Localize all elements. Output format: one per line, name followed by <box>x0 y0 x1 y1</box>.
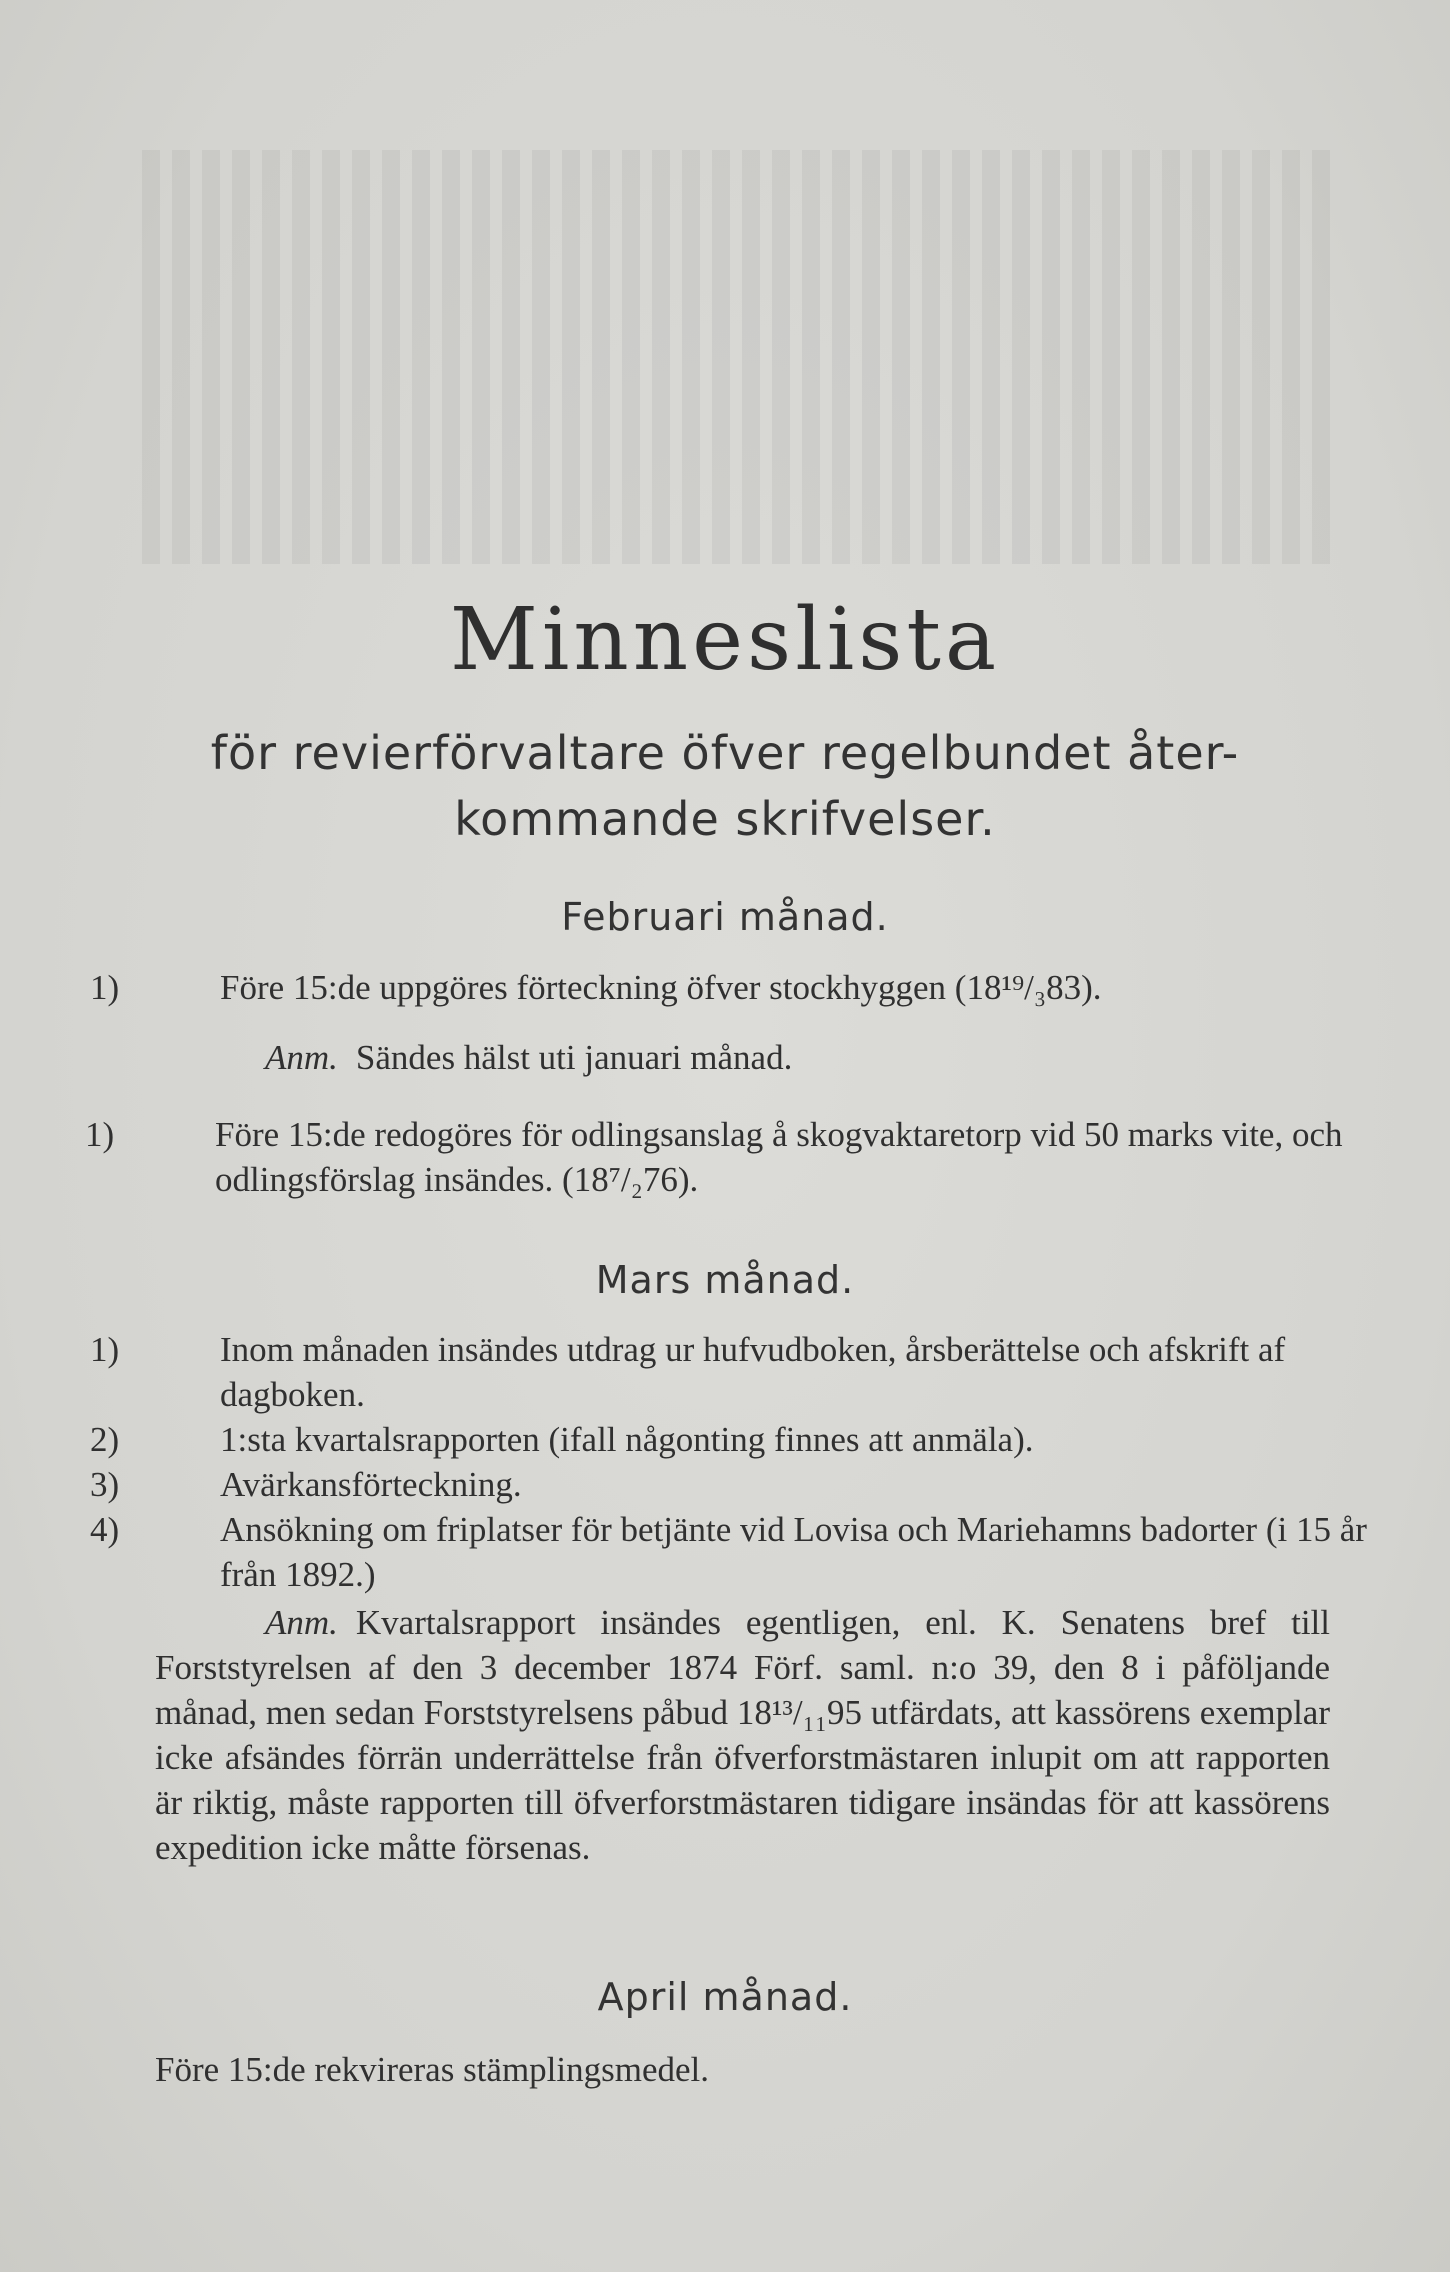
section-heading-april: April månad. <box>597 1975 853 2019</box>
section-heading-februari: Februari månad. <box>561 895 889 939</box>
item-text: Före 15:de uppgöres förteckning öfver stockhyggen (18¹⁹/₃83). <box>220 968 1102 1007</box>
item-number: 1) <box>85 1115 115 1154</box>
anm-label: Anm. <box>265 1038 338 1077</box>
mars-item-3 <box>90 1462 1395 1507</box>
item-number: 1) <box>90 968 120 1007</box>
mars-item-1 <box>90 1327 1395 1417</box>
item-text: 1:sta kvartalsrapporten (ifall någonting finnes att anmäla). <box>220 1420 1034 1459</box>
subtitle-line-2: kommande skrifvelser. <box>454 792 996 846</box>
mars-item-4 <box>90 1507 1395 1597</box>
mars-anm <box>155 1600 1330 1870</box>
item-number: 2) <box>90 1420 120 1459</box>
item-number: 3) <box>90 1465 120 1504</box>
item-number: 1) <box>90 1330 120 1369</box>
mars-item-2 <box>90 1417 1395 1462</box>
anm-text: Sändes hälst uti januari månad. <box>355 1038 793 1077</box>
item-text: Före 15:de redogöres för odlingsanslag å skogvaktaretorp vid 50 marks vite, och odlingsförslag insändes. (18⁷/₂76). <box>215 1115 1343 1199</box>
item-number: 4) <box>90 1510 120 1549</box>
document-title: Minneslista <box>449 590 1001 690</box>
februari-item-2 <box>85 1112 1395 1202</box>
anm-text: Kvartalsrapport insändes egentligen, enl. K. Senatens bref till Forststyrelsen af den 3 december 1874 Förf. saml. n:o 39, den 8 i påföljande månad, men sedan Forststyrelsens påbud 18¹³/₁₁95 utfärdats, att kassörens exemplar icke afsändes förrän underrättelse från öfverforstmästaren inlupit om att rapporten är riktig, måste rapporten till öfverforstmästaren tidigare insändas för att kassörens expedition icke måtte försenas. <box>155 1603 1330 1867</box>
item-text: Avärkansförteckning. <box>220 1465 522 1504</box>
april-text: Före 15:de rekvireras stämplingsmedel. <box>155 2050 710 2089</box>
section-heading-mars: Mars månad. <box>595 1258 855 1302</box>
item-text: Ansökning om friplatser för betjänte vid Lovisa och Mariehamns badorter (i 15 år från 1892.) <box>220 1510 1367 1594</box>
anm-label: Anm. <box>265 1603 338 1642</box>
item-text: Inom månaden insändes utdrag ur hufvudboken, årsberättelse och afskrift af dagboken. <box>220 1330 1286 1414</box>
februari-item-1 <box>90 965 1395 1010</box>
bleed-through-text <box>130 150 1330 590</box>
subtitle-line-1: för revierförvaltare öfver regelbundet åter- <box>210 726 1240 780</box>
februari-anm <box>265 1035 792 1080</box>
document-subtitle <box>150 720 1300 852</box>
